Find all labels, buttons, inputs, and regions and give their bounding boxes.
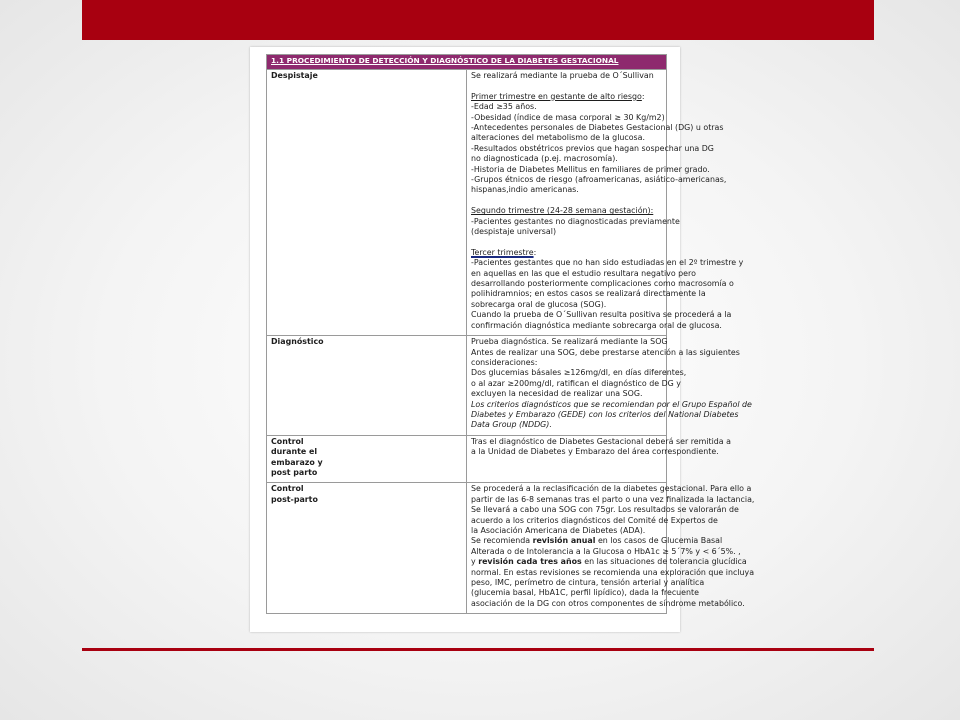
postparto-line: peso, IMC, perímetro de cintura, tensión arterial y analítica (471, 578, 705, 588)
third-trimester-heading: Tercer trimestre (471, 247, 534, 257)
t2-line: -Pacientes gestantes no diagnosticadas previamente (471, 216, 680, 226)
table-title: 1.1 PROCEDIMIENTO DE DETECCIÓN Y DIAGNÓSTICO DE LA DIABETES GESTACIONAL (267, 55, 667, 70)
t3-line: polihidramnios; en estos casos se realizará directamente la (471, 289, 706, 299)
postparto-line: normal. En estas revisiones se recomienda una exploración que incluya (471, 567, 755, 577)
t3-line: -Pacientes gestantes que no han sido estudiadas en el 2º trimestre y (471, 258, 744, 268)
row-label-control-postparto: Control post-parto (267, 483, 467, 614)
t1-line: -Grupos étnicos de riesgo (afroamericanas, asiático-americanas, (471, 175, 727, 185)
diag-line: Prueba diagnóstica. Se realizará mediante la SOG (471, 337, 668, 347)
row-label-despistaje: Despistaje (267, 70, 467, 336)
row-label-diagnostico: Diagnóstico (267, 336, 467, 436)
t3-line: sobrecarga oral de glucosa (SOG). (471, 299, 607, 309)
t1-line: no diagnosticada (p.ej. macrosomía). (471, 154, 618, 164)
despistaje-content: Se realizará mediante la prueba de O´Sullivan Primer trimestre en gestante de alto riesgo: -Edad ≥35 años. -Obesidad (índice de masa corporal ≥ 30 Kg/m2) -Antecedentes personales de Diabetes Gestacional (DG) u otras alteraciones del metabolismo de la glucosa. -Resultados obstétricos previos que hagan sospechar una DG no diagnosticada (p.ej. macrosomía). -Historia de Diabetes Mellitus en familiares de primer grado. -Grupos étnicos de riesgo (afroamericanas, asiático-americanas, hispanas,indio americanas. Segundo trimestre (24-28 semana gestación): -Pacientes gestantes no diagnosticadas previamente (despistaje universal) Tercer trimestre: -Pacientes gestantes que no han sido estudiadas en el 2º trimestre y en aquellas en las que el estudio resultara negativo pero desarrollando posteriormente complicaciones como macrosomía o polihidramnios; en estos casos se realizará directamente la sobrecarga oral de glucosa (SOG). Cuando la prueba de O´Sullivan resulta positiva se procederá a la confirmación diagnóstica mediante sobrecarga oral de glucosa. (467, 70, 667, 336)
diag-line: o al azar ≥200mg/dl, ratifican el diagnóstico de DG y (471, 378, 681, 388)
postparto-three-year-line: y revisión cada tres años en las situaciones de tolerancia glucídica (471, 557, 747, 567)
t1-line: -Antecedentes personales de Diabetes Gestacional (DG) u otras (471, 123, 724, 133)
t3-line: desarrollando posteriormente complicaciones como macrosomía o (471, 279, 734, 289)
top-accent-bar (82, 0, 874, 40)
row-control-embarazo (267, 435, 667, 483)
procedure-table (266, 54, 755, 614)
diagnostico-content (467, 336, 752, 436)
document-image (250, 47, 755, 632)
t1-line: hispanas,indio americanas. (471, 185, 579, 195)
first-trimester-heading: Primer trimestre en gestante de alto riesgo (471, 91, 642, 101)
diag-line: excluyen la necesidad de realizar una SOG. (471, 389, 643, 399)
control-embarazo-line: a la Unidad de Diabetes y Embarazo del área correspondiente. (471, 447, 719, 457)
diag-line: Antes de realizar una SOG, debe prestarse atención a las siguientes (471, 347, 740, 357)
postparto-line: asociación de la DG con otros componentes de síndrome metabólico. (471, 598, 745, 608)
table-title-row (267, 55, 667, 70)
diag-italic-line: Diabetes y Embarazo (GEDE) con los criterios del National Diabetes (471, 409, 739, 419)
postparto-line: Alterada o de Intolerancia a la Glucosa o HbA1c ≥ 5´7% y < 6´5%. , (471, 546, 741, 556)
t1-line: -Resultados obstétricos previos que hagan sospechar una DG (471, 143, 714, 153)
diag-italic-line: Data Group (NDDG). (471, 420, 552, 430)
control-embarazo-line: Tras el diagnóstico de Diabetes Gestacional deberá ser remitida a (471, 436, 731, 446)
row-label-control-embarazo: Control durante el embarazo y post parto (267, 435, 467, 483)
diag-line: consideraciones: (471, 357, 538, 367)
annual-review-bold: revisión anual (532, 536, 596, 546)
t1-line: -Historia de Diabetes Mellitus en familiares de primer grado. (471, 164, 710, 174)
diag-line: Dos glucemias básales ≥126mg/dl, en días diferentes, (471, 368, 687, 378)
postparto-line: acuerdo a los criterios diagnósticos del Comité de Expertos de (471, 515, 718, 525)
postparto-annual-line: Se recomienda revisión anual en los casos de Glucemia Basal (471, 536, 723, 546)
t3-line: confirmación diagnóstica mediante sobrecarga oral de glucosa. (471, 320, 722, 330)
control-postparto-content (467, 483, 755, 614)
postparto-line: partir de las 6-8 semanas tras el parto o una vez finalizada la lactancia, (471, 494, 755, 504)
t3-line: en aquellas en las que el estudio resultara negativo pero (471, 268, 696, 278)
despistaje-intro: Se realizará mediante la prueba de O´Sullivan (471, 71, 654, 80)
diag-italic-line: Los criterios diagnósticos que se recomiendan por el Grupo Español de (471, 399, 752, 409)
postparto-line: (glucemia basal, HbA1C, perfil lipídico), dada la frecuente (471, 588, 699, 598)
row-diagnostico (267, 336, 667, 436)
postparto-line: Se llevará a cabo una SOG con 75gr. Los resultados se valorarán de (471, 505, 739, 515)
control-embarazo-content (467, 435, 731, 483)
t3-line: Cuando la prueba de O´Sullivan resulta positiva se procederá a la (471, 310, 732, 320)
second-trimester-heading: Segundo trimestre (24-28 semana gestación): (471, 206, 654, 216)
row-despistaje (267, 70, 667, 336)
t2-line: (despistaje universal) (471, 227, 557, 237)
t1-line: -Obesidad (índice de masa corporal ≥ 30 Kg/m2) (471, 112, 665, 122)
postparto-line: la Asociación Americana de Diabetes (ADA). (471, 526, 646, 536)
t1-line: -Edad ≥35 años. (471, 102, 537, 112)
row-control-postparto (267, 483, 667, 614)
three-year-review-bold: revisión cada tres años (478, 557, 582, 567)
t1-line: alteraciones del metabolismo de la glucosa. (471, 133, 646, 143)
postparto-line: Se procederá a la reclasificación de la diabetes gestacional. Para ello a (471, 484, 752, 494)
bottom-accent-rule (82, 648, 874, 651)
